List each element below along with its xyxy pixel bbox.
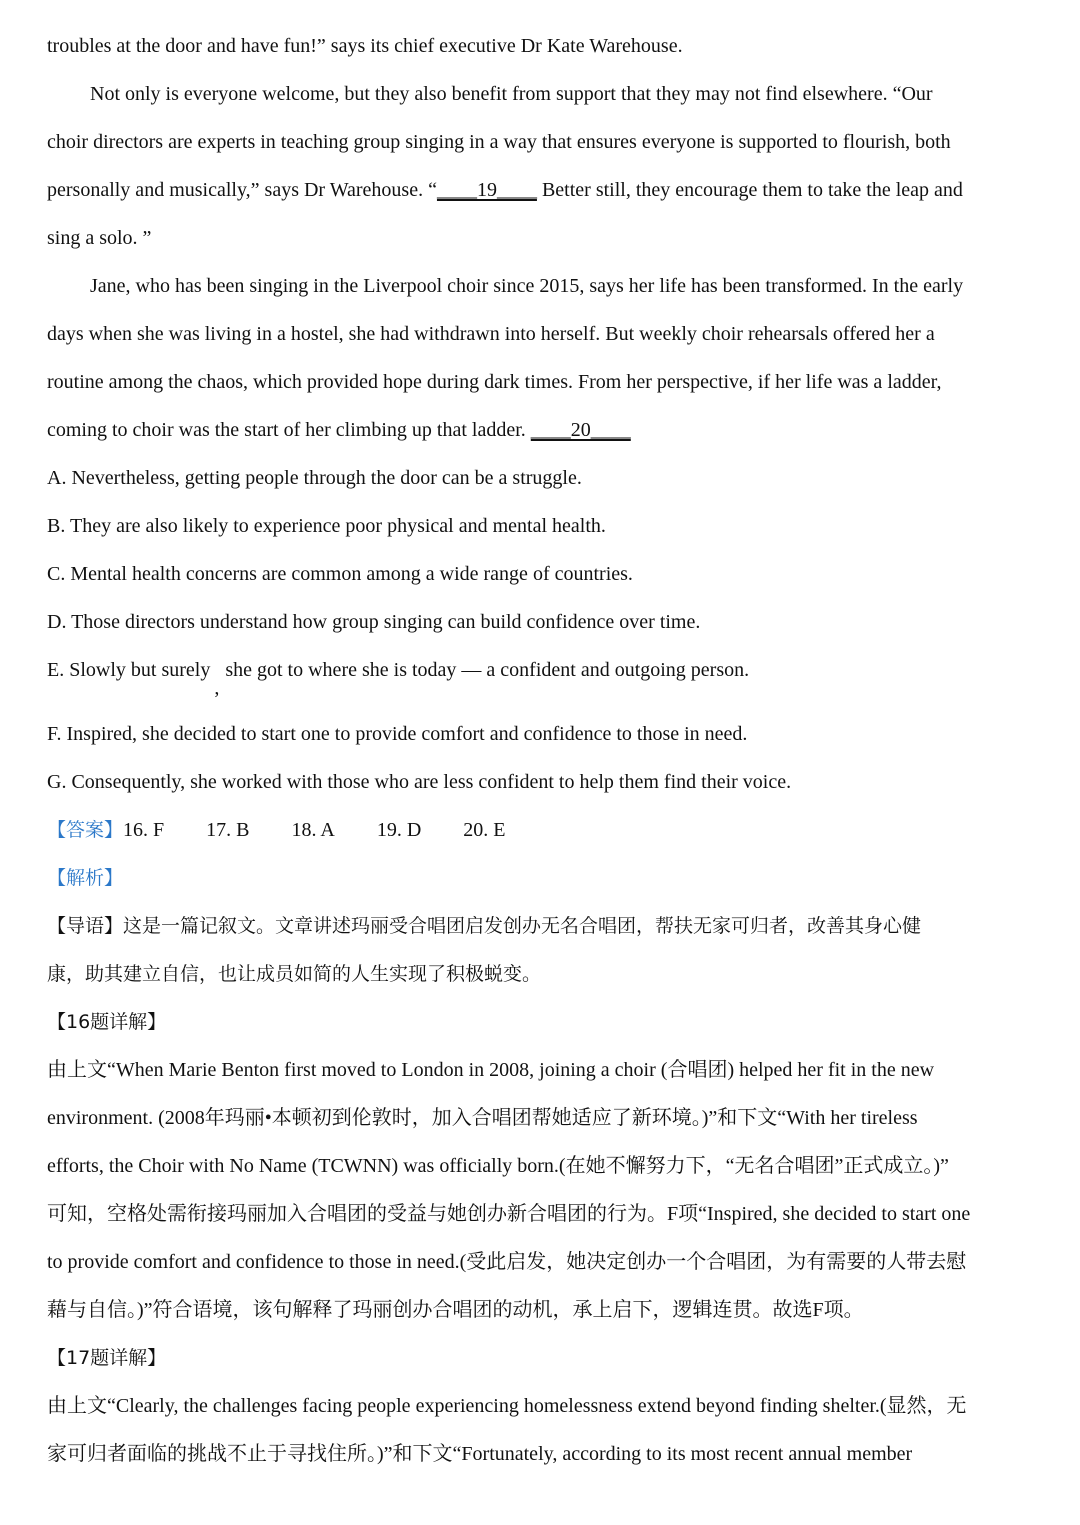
option-e — [47, 656, 750, 699]
answer-label: 【答案】 — [47, 819, 124, 841]
option-e-text: she got to where she is today — a confident and outgoing person. — [225, 659, 750, 681]
option-f: F. Inspired, she decided to start one to provide comfort and confidence to those in need. — [47, 723, 748, 745]
analysis-intro: 康，助其建立自信，也让成员如简的人生实现了积极蜕变。 — [47, 963, 542, 985]
q17-title: 【17题详解】 — [47, 1347, 167, 1369]
option-b: B. They are also likely to experience poor physical and mental health. — [47, 515, 606, 537]
blank-19: ____19____ — [436, 179, 537, 201]
passage-line: days when she was living in a hostel, she had withdrawn into herself. But weekly choir rehearsals offered her a — [47, 323, 935, 345]
analysis-line: efforts, the Choir with No Name (TCWNN) was officially born.(在她不懈努力下，“无名合唱团”正式成立。)” — [47, 1155, 949, 1177]
passage-line — [47, 176, 963, 204]
analysis-line: 由上文“When Marie Benton first moved to London in 2008, joining a choir (合唱团) helped her fit in the new — [47, 1059, 935, 1081]
passage-line: choir directors are experts in teaching group singing in a way that ensures everyone is supported to flourish, both — [47, 131, 951, 153]
passage-text: coming to choir was the start of her climbing up that ladder. — [47, 419, 531, 441]
analysis-line: 家可归者面临的挑战不止于寻找住所。)”和下文“Fortunately, according to its most recent annual member — [47, 1443, 913, 1465]
option-c: C. Mental health concerns are common among a wide range of countries. — [47, 563, 633, 585]
passage-line: routine among the chaos, which provided hope during dark times. From her perspective, if her life was a ladder, — [47, 371, 942, 393]
answer-item: 17. B — [206, 819, 250, 841]
analysis-line: 藉与自信。)”符合语境，该句解释了玛丽创办合唱团的动机，承上启下，逻辑连贯。故选F项。 — [47, 1299, 864, 1321]
option-e-comma: , — [214, 677, 220, 699]
analysis-label: 【解析】 — [47, 867, 124, 889]
analysis-line: environment. (2008年玛丽•本顿初到伦敦时，加入合唱团帮她适应了新环境。)”和下文“With her tireless — [47, 1107, 918, 1129]
option-d: D. Those directors understand how group singing can build confidence over time. — [47, 611, 701, 633]
blank-20: ____20____ — [530, 419, 631, 441]
analysis-intro: 【导语】这是一篇记叙文。文章讲述玛丽受合唱团启发创办无名合唱团，帮扶无家可归者，改善其身心健 — [47, 915, 922, 937]
option-e-text: E. Slowly but surely — [47, 659, 211, 681]
analysis-line: to provide comfort and confidence to those in need.(受此启发，她决定创办一个合唱团，为有需要的人带去慰 — [47, 1251, 967, 1273]
q16-title: 【16题详解】 — [47, 1011, 167, 1033]
passage-line: Jane, who has been singing in the Liverpool choir since 2015, says her life has been transformed. In the early — [90, 275, 964, 297]
passage-line — [47, 416, 631, 444]
answer-item: 18. A — [291, 819, 335, 841]
answer-item: 20. E — [463, 819, 506, 841]
passage-line: sing a solo. ” — [47, 227, 152, 249]
passage-text: personally and musically,” says Dr Warehouse. “ — [47, 179, 437, 201]
passage-line: troubles at the door and have fun!” says its chief executive Dr Kate Warehouse. — [47, 35, 683, 57]
analysis-line: 可知，空格处需衔接玛丽加入合唱团的受益与她创办新合唱团的行为。F项“Inspired, she decided to start one — [47, 1203, 971, 1225]
answer-item: 19. D — [376, 819, 422, 841]
passage-text: Better still, they encourage them to take the leap and — [536, 179, 963, 201]
answer-line — [47, 816, 506, 844]
answer-item: 16. F — [123, 819, 165, 841]
passage-line: Not only is everyone welcome, but they also benefit from support that they may not find elsewhere. “Our — [90, 83, 933, 105]
option-g: G. Consequently, she worked with those who are less confident to help them find their voice. — [47, 771, 792, 793]
option-a: A. Nevertheless, getting people through the door can be a struggle. — [47, 467, 582, 489]
analysis-line: 由上文“Clearly, the challenges facing people experiencing homelessness extend beyond finding shelter.(显然，无 — [47, 1395, 967, 1417]
